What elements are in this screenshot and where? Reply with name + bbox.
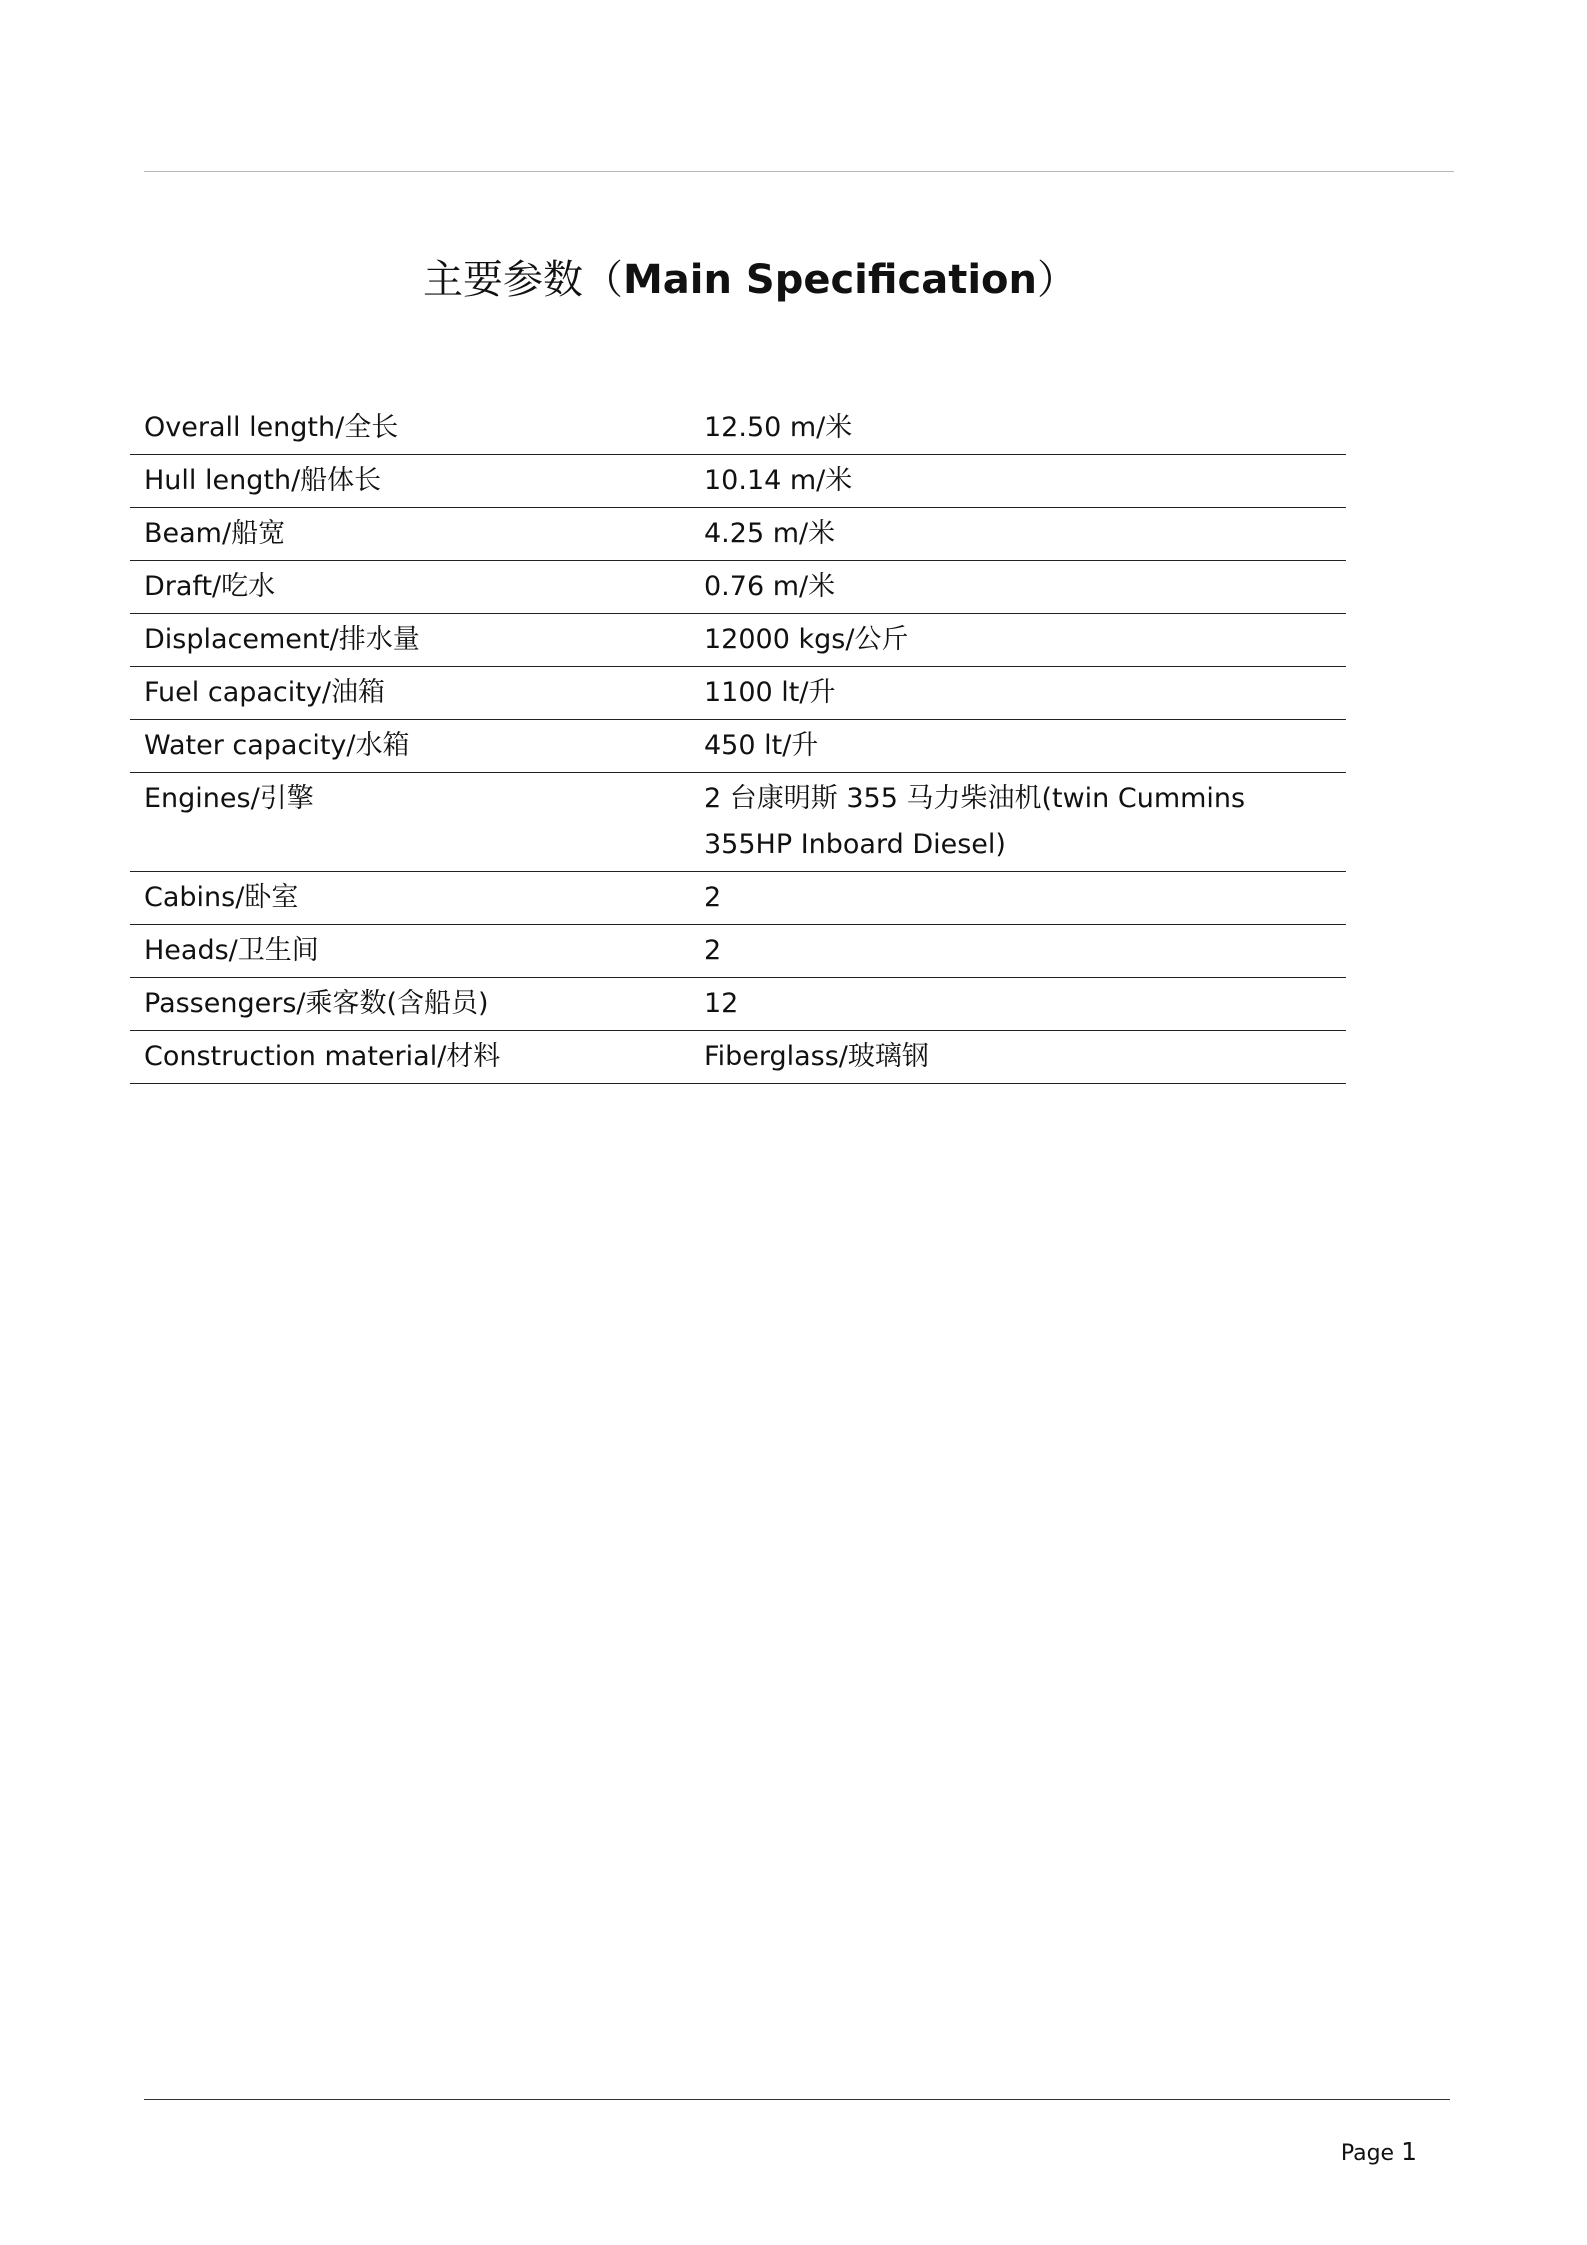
spec-label: Water capacity/水箱 <box>130 720 690 773</box>
spec-row <box>130 773 1346 872</box>
spec-row <box>130 667 1346 720</box>
spec-row <box>130 1031 1346 1084</box>
spec-label: Cabins/卧室 <box>130 872 690 925</box>
spec-value: 2 台康明斯 355 马力柴油机(twin Cummins 355HP Inboard Diesel) <box>690 773 1346 872</box>
page-number-value: 1 <box>1401 2137 1417 2166</box>
spec-label: Passengers/乘客数(含船员) <box>130 978 690 1031</box>
spec-label: Beam/船宽 <box>130 508 690 561</box>
page-title <box>0 248 1500 312</box>
spec-label: Hull length/船体长 <box>130 455 690 508</box>
spec-label: Heads/卫生间 <box>130 925 690 978</box>
spec-label: Overall length/全长 <box>130 402 690 455</box>
spec-value: 4.25 m/米 <box>690 508 1346 561</box>
spec-value: 12.50 m/米 <box>690 402 1346 455</box>
spec-row <box>130 402 1346 455</box>
spec-row <box>130 561 1346 614</box>
spec-label: Construction material/材料 <box>130 1031 690 1084</box>
spec-row <box>130 978 1346 1031</box>
spec-row <box>130 614 1346 667</box>
spec-row <box>130 508 1346 561</box>
spec-value: 1100 lt/升 <box>690 667 1346 720</box>
spec-table <box>130 402 1346 1084</box>
spec-value: 12000 kgs/公斤 <box>690 614 1346 667</box>
spec-label: Engines/引擎 <box>130 773 690 872</box>
page-label: Page <box>1340 2141 1395 2166</box>
page-number <box>1341 2137 1417 2169</box>
title-close-paren: ） <box>1037 257 1078 303</box>
spec-value: 12 <box>690 978 1346 1031</box>
header-rule <box>144 171 1454 172</box>
spec-label: Draft/吃水 <box>130 561 690 614</box>
title-chinese: 主要参数（ <box>422 257 623 303</box>
spec-row <box>130 925 1346 978</box>
title-english: Main Specification <box>622 257 1038 303</box>
spec-value: 2 <box>690 872 1346 925</box>
spec-value: 450 lt/升 <box>690 720 1346 773</box>
spec-row <box>130 455 1346 508</box>
spec-value: Fiberglass/玻璃钢 <box>690 1031 1346 1084</box>
spec-label: Displacement/排水量 <box>130 614 690 667</box>
spec-row <box>130 720 1346 773</box>
spec-row <box>130 872 1346 925</box>
spec-value: 2 <box>690 925 1346 978</box>
spec-value: 0.76 m/米 <box>690 561 1346 614</box>
spec-label: Fuel capacity/油箱 <box>130 667 690 720</box>
spec-value: 10.14 m/米 <box>690 455 1346 508</box>
footer-rule <box>144 2099 1450 2100</box>
